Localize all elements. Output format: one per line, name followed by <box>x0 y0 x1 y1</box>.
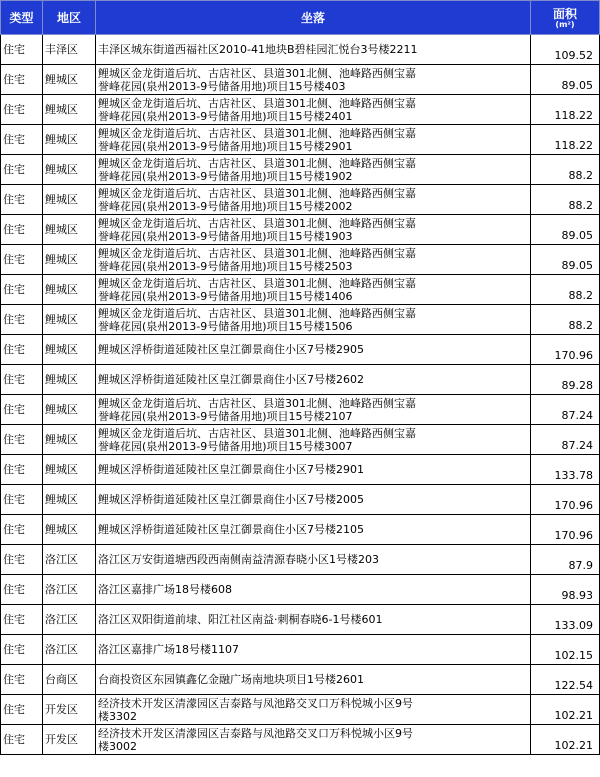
address-line-1: 经济技术开发区清濛园区吉泰路与凤池路交叉口万科悦城小区9号 <box>98 726 413 740</box>
cell-type: 住宅 <box>1 425 43 455</box>
cell-area: 鲤城区 <box>43 485 96 515</box>
cell-area: 洛江区 <box>43 605 96 635</box>
cell-size: 87.24 <box>531 425 600 455</box>
table-row <box>1 215 600 245</box>
cell-type: 住宅 <box>1 665 43 695</box>
table-row <box>1 95 600 125</box>
address-line-1: 鲤城区金龙街道后坑、古店社区、县道301北侧、池峰路西侧宝嘉 <box>98 156 416 170</box>
cell-size: 170.96 <box>531 515 600 545</box>
cell-size: 170.96 <box>531 485 600 515</box>
cell-area: 开发区 <box>43 725 96 755</box>
cell-address <box>96 275 531 305</box>
cell-address <box>96 185 531 215</box>
address-line-1: 鲤城区金龙街道后坑、古店社区、县道301北侧、池峰路西侧宝嘉 <box>98 276 416 290</box>
address-line-2: 誉峰花园(泉州2013-9号储备用地)项目15号楼2002 <box>98 199 353 213</box>
table-row <box>1 35 600 65</box>
cell-area: 开发区 <box>43 695 96 725</box>
header-size-label: 面积 <box>552 6 577 21</box>
address-line-2: 誉峰花园(泉州2013-9号储备用地)项目15号楼1902 <box>98 169 353 183</box>
cell-area: 鲤城区 <box>43 335 96 365</box>
cell-address <box>96 335 531 365</box>
address-line-1: 洛江区嘉排广场18号楼608 <box>98 583 232 596</box>
cell-type: 住宅 <box>1 515 43 545</box>
cell-address <box>96 35 531 65</box>
cell-type: 住宅 <box>1 335 43 365</box>
cell-size: 88.2 <box>531 185 600 215</box>
cell-type: 住宅 <box>1 725 43 755</box>
cell-type: 住宅 <box>1 395 43 425</box>
address-line-1: 鲤城区金龙街道后坑、古店社区、县道301北侧、池峰路西侧宝嘉 <box>98 246 416 260</box>
address-line-1: 鲤城区金龙街道后坑、古店社区、县道301北侧、池峰路西侧宝嘉 <box>98 396 416 410</box>
address-line-2: 誉峰花园(泉州2013-9号储备用地)项目15号楼2107 <box>98 409 353 423</box>
address-line-1: 鲤城区金龙街道后坑、古店社区、县道301北侧、池峰路西侧宝嘉 <box>98 186 416 200</box>
cell-size: 87.24 <box>531 395 600 425</box>
table-row <box>1 245 600 275</box>
cell-size: 88.2 <box>531 305 600 335</box>
cell-address <box>96 695 531 725</box>
address-line-1: 鲤城区金龙街道后坑、古店社区、县道301北侧、池峰路西侧宝嘉 <box>98 216 416 230</box>
cell-area: 鲤城区 <box>43 305 96 335</box>
address-line-1: 鲤城区金龙街道后坑、古店社区、县道301北侧、池峰路西侧宝嘉 <box>98 96 416 110</box>
table-row <box>1 605 600 635</box>
cell-address <box>96 725 531 755</box>
table-row <box>1 155 600 185</box>
address-line-1: 洛江区嘉排广场18号楼1107 <box>98 643 239 656</box>
table-row <box>1 725 600 755</box>
cell-size: 89.28 <box>531 365 600 395</box>
address-line-1: 鲤城区浮桥街道延陵社区皇江御景商住小区7号楼2905 <box>98 343 364 356</box>
table-body <box>1 35 600 755</box>
header-size <box>531 1 600 35</box>
table-row <box>1 635 600 665</box>
cell-size: 133.09 <box>531 605 600 635</box>
cell-area: 鲤城区 <box>43 515 96 545</box>
address-line-1: 鲤城区浮桥街道延陵社区皇江御景商住小区7号楼2901 <box>98 463 364 476</box>
address-line-1: 洛江区双阳街道前埭、阳江社区南益·刺桐春晓6-1号楼601 <box>98 613 383 626</box>
cell-address <box>96 125 531 155</box>
cell-size: 170.96 <box>531 335 600 365</box>
cell-size: 88.2 <box>531 155 600 185</box>
cell-type: 住宅 <box>1 305 43 335</box>
cell-area: 鲤城区 <box>43 215 96 245</box>
cell-size: 102.15 <box>531 635 600 665</box>
cell-type: 住宅 <box>1 575 43 605</box>
cell-type: 住宅 <box>1 365 43 395</box>
address-line-2: 誉峰花园(泉州2013-9号储备用地)项目15号楼3007 <box>98 439 353 453</box>
header-area: 地区 <box>43 1 96 35</box>
cell-area: 鲤城区 <box>43 245 96 275</box>
table-row <box>1 275 600 305</box>
cell-size: 133.78 <box>531 455 600 485</box>
cell-type: 住宅 <box>1 275 43 305</box>
cell-address <box>96 575 531 605</box>
table-row <box>1 665 600 695</box>
cell-size: 89.05 <box>531 245 600 275</box>
cell-area: 鲤城区 <box>43 185 96 215</box>
cell-address <box>96 365 531 395</box>
address-line-1: 鲤城区金龙街道后坑、古店社区、县道301北侧、池峰路西侧宝嘉 <box>98 426 416 440</box>
address-line-1: 鲤城区金龙街道后坑、古店社区、县道301北侧、池峰路西侧宝嘉 <box>98 66 416 80</box>
cell-size: 87.9 <box>531 545 600 575</box>
address-line-2: 楼3302 <box>98 709 137 723</box>
cell-type: 住宅 <box>1 155 43 185</box>
cell-size: 88.2 <box>531 275 600 305</box>
cell-area: 鲤城区 <box>43 125 96 155</box>
cell-address <box>96 65 531 95</box>
cell-address <box>96 155 531 185</box>
address-line-2: 楼3002 <box>98 739 137 753</box>
cell-type: 住宅 <box>1 245 43 275</box>
cell-area: 鲤城区 <box>43 65 96 95</box>
cell-area: 洛江区 <box>43 545 96 575</box>
address-line-2: 誉峰花园(泉州2013-9号储备用地)项目15号楼2401 <box>98 109 353 123</box>
table-row <box>1 545 600 575</box>
cell-address <box>96 245 531 275</box>
table-row <box>1 305 600 335</box>
address-line-2: 誉峰花园(泉州2013-9号储备用地)项目15号楼1406 <box>98 289 353 303</box>
address-line-1: 鲤城区浮桥街道延陵社区皇江御景商住小区7号楼2602 <box>98 373 364 386</box>
cell-size: 118.22 <box>531 95 600 125</box>
cell-address <box>96 395 531 425</box>
address-line-1: 鲤城区金龙街道后坑、古店社区、县道301北侧、池峰路西侧宝嘉 <box>98 126 416 140</box>
cell-type: 住宅 <box>1 485 43 515</box>
address-line-2: 誉峰花园(泉州2013-9号储备用地)项目15号楼403 <box>98 79 346 93</box>
cell-address <box>96 515 531 545</box>
table-row <box>1 455 600 485</box>
cell-area: 丰泽区 <box>43 35 96 65</box>
cell-address <box>96 215 531 245</box>
cell-address <box>96 635 531 665</box>
cell-address <box>96 545 531 575</box>
cell-address <box>96 605 531 635</box>
cell-address <box>96 665 531 695</box>
table-row <box>1 425 600 455</box>
cell-type: 住宅 <box>1 125 43 155</box>
cell-size: 122.54 <box>531 665 600 695</box>
table-row <box>1 575 600 605</box>
cell-size: 118.22 <box>531 125 600 155</box>
cell-area: 台商区 <box>43 665 96 695</box>
header-size-unit: (m²) <box>555 19 575 29</box>
table-row <box>1 65 600 95</box>
cell-type: 住宅 <box>1 605 43 635</box>
cell-type: 住宅 <box>1 65 43 95</box>
cell-size: 102.21 <box>531 695 600 725</box>
cell-area: 鲤城区 <box>43 425 96 455</box>
cell-type: 住宅 <box>1 695 43 725</box>
cell-type: 住宅 <box>1 35 43 65</box>
table-row <box>1 335 600 365</box>
table-row <box>1 125 600 155</box>
address-line-1: 鲤城区浮桥街道延陵社区皇江御景商住小区7号楼2005 <box>98 493 364 506</box>
cell-size: 102.21 <box>531 725 600 755</box>
address-line-1: 台商投资区东园镇鑫亿金融广场南地块项目1号楼2601 <box>98 673 364 686</box>
cell-area: 鲤城区 <box>43 275 96 305</box>
cell-area: 洛江区 <box>43 635 96 665</box>
cell-type: 住宅 <box>1 215 43 245</box>
header-type: 类型 <box>1 1 43 35</box>
table-row <box>1 395 600 425</box>
cell-type: 住宅 <box>1 545 43 575</box>
cell-area: 鲤城区 <box>43 155 96 185</box>
table-header-row <box>1 1 600 35</box>
cell-size: 89.05 <box>531 215 600 245</box>
address-line-2: 誉峰花园(泉州2013-9号储备用地)项目15号楼1506 <box>98 319 353 333</box>
cell-size: 98.93 <box>531 575 600 605</box>
cell-area: 鲤城区 <box>43 95 96 125</box>
address-line-2: 誉峰花园(泉州2013-9号储备用地)项目15号楼2503 <box>98 259 353 273</box>
cell-area: 鲤城区 <box>43 395 96 425</box>
table-row <box>1 485 600 515</box>
cell-area: 鲤城区 <box>43 455 96 485</box>
address-line-1: 鲤城区金龙街道后坑、古店社区、县道301北侧、池峰路西侧宝嘉 <box>98 306 416 320</box>
cell-address <box>96 485 531 515</box>
table-row <box>1 365 600 395</box>
cell-type: 住宅 <box>1 635 43 665</box>
address-line-1: 洛江区万安街道塘西段西南侧南益清源春晓小区1号楼203 <box>98 553 379 566</box>
address-line-2: 誉峰花园(泉州2013-9号储备用地)项目15号楼2901 <box>98 139 353 153</box>
address-line-1: 经济技术开发区清濛园区吉泰路与凤池路交叉口万科悦城小区9号 <box>98 696 413 710</box>
address-line-2: 誉峰花园(泉州2013-9号储备用地)项目15号楼1903 <box>98 229 353 243</box>
header-address: 坐落 <box>96 1 531 35</box>
cell-size: 89.05 <box>531 65 600 95</box>
cell-type: 住宅 <box>1 455 43 485</box>
address-line-1: 丰泽区城东街道西福社区2010-41地块B碧桂园汇悦台3号楼2211 <box>98 43 418 56</box>
address-line-1: 鲤城区浮桥街道延陵社区皇江御景商住小区7号楼2105 <box>98 523 364 536</box>
cell-address <box>96 95 531 125</box>
cell-type: 住宅 <box>1 185 43 215</box>
cell-size: 109.52 <box>531 35 600 65</box>
cell-address <box>96 305 531 335</box>
table-row <box>1 185 600 215</box>
cell-type: 住宅 <box>1 95 43 125</box>
cell-area: 洛江区 <box>43 575 96 605</box>
table-row <box>1 695 600 725</box>
cell-area: 鲤城区 <box>43 365 96 395</box>
table-row <box>1 515 600 545</box>
cell-address <box>96 455 531 485</box>
cell-address <box>96 425 531 455</box>
